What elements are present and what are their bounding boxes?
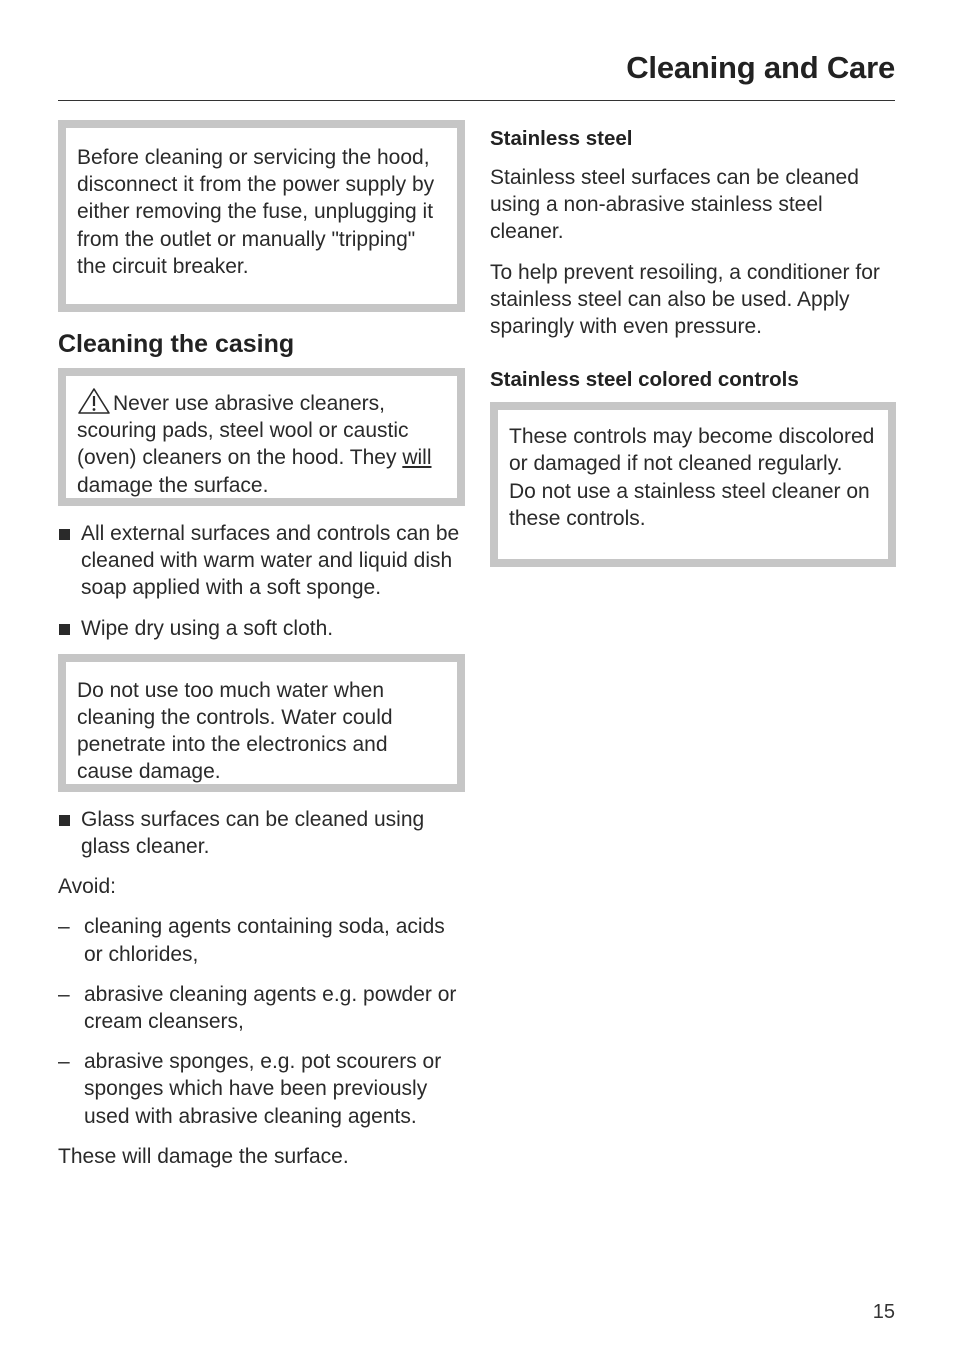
- bullet-item-external-surfaces: [58, 520, 465, 602]
- avoid-item-text: abrasive sponges, e.g. pot scourers or sponges which have been previously used with abrasive cleaning agents.: [84, 1050, 442, 1128]
- avoid-label: Avoid:: [58, 875, 116, 899]
- warning-text-after: damage the surface.: [77, 473, 269, 497]
- right-column: [490, 120, 896, 567]
- warning-triangle-icon: [77, 387, 111, 415]
- avoid-item-text: cleaning agents containing soda, acids or chlorides,: [84, 915, 445, 966]
- controls-notice-line-1: These controls may become discolored or damaged if not cleaned regularly.: [509, 425, 875, 476]
- bullet-text: All external surfaces and controls can be cleaned with warm water and liquid dish soap applied with a soft sponge.: [81, 522, 460, 600]
- bullet-text: Glass surfaces can be cleaned using glass cleaner.: [81, 807, 425, 859]
- dash-mark: –: [58, 915, 70, 939]
- water-notice-text: Do not use too much water when cleaning the controls. Water could penetrate into the electronics and cause damage.: [77, 678, 393, 784]
- warning-box: [58, 368, 465, 506]
- controls-notice-line-2: Do not use a stainless steel cleaner on these controls.: [509, 479, 870, 530]
- disconnect-notice-box: [58, 120, 465, 312]
- subheading-stainless-steel: Stainless steel: [490, 127, 633, 150]
- bullet-item-wipe-dry: [58, 615, 465, 642]
- bullet-square-icon: [59, 529, 70, 540]
- stainless-paragraph-1: Stainless steel surfaces can be cleaned using a non-abrasive stainless steel cleaner.: [490, 166, 859, 244]
- controls-notice-box: [490, 402, 896, 567]
- warning-emphasis: will: [402, 446, 432, 470]
- warning-text-before: Never use abrasive cleaners, scouring pads, steel wool or caustic (oven) cleaners on the hood. They: [77, 392, 409, 470]
- avoid-list-item: [58, 1048, 465, 1130]
- header-rule: [58, 100, 895, 101]
- dash-mark: –: [58, 982, 70, 1006]
- water-notice-box: [58, 654, 465, 792]
- subheading-colored-controls: Stainless steel colored controls: [490, 368, 799, 392]
- left-column: [58, 120, 465, 1170]
- avoid-list-item: [58, 913, 465, 967]
- bullet-square-icon: [59, 624, 70, 635]
- closing-text: These will damage the surface.: [58, 1144, 349, 1168]
- stainless-paragraph-2: To help prevent resoiling, a conditioner for stainless steel can also be used. Apply sparingly with even pressure.: [490, 260, 880, 339]
- dash-mark: –: [58, 1050, 70, 1074]
- bullet-text: Wipe dry using a soft cloth.: [81, 616, 334, 640]
- section-heading-cleaning-casing: Cleaning the casing: [58, 330, 295, 358]
- avoid-list-item: [58, 981, 465, 1035]
- page-number: 15: [872, 1301, 895, 1323]
- page-title: Cleaning and Care: [626, 50, 895, 85]
- warning-text: [77, 387, 445, 499]
- bullet-item-glass-surfaces: [58, 806, 465, 860]
- disconnect-notice-text: Before cleaning or servicing the hood, disconnect it from the power supply by either removing the fuse, unplugging it from the outlet or manually "tripping" the circuit breaker.: [77, 146, 435, 278]
- bullet-square-icon: [59, 815, 70, 826]
- avoid-item-text: abrasive cleaning agents e.g. powder or cream cleansers,: [84, 982, 457, 1034]
